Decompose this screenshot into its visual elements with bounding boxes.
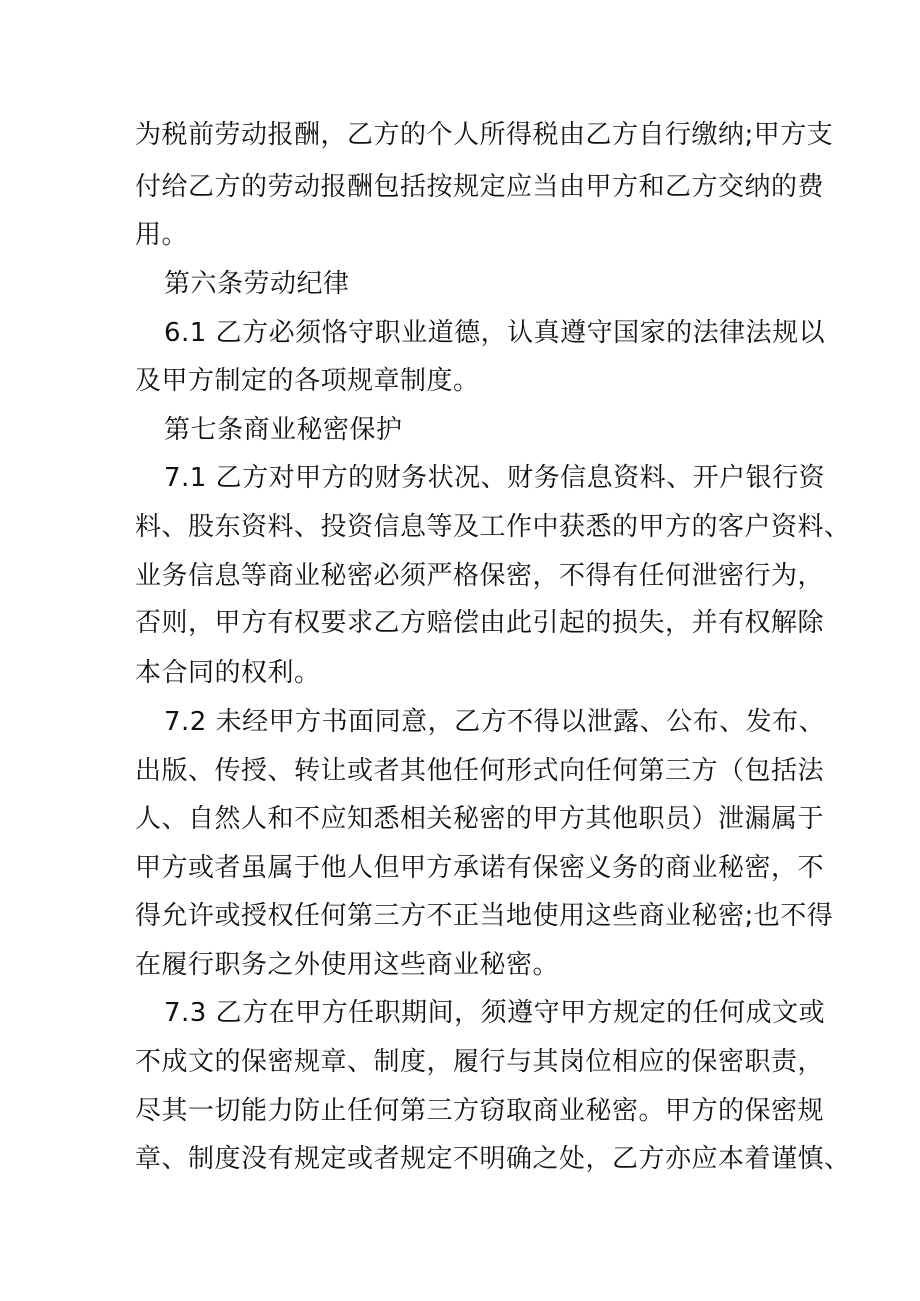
text-line: 料、股东资料、投资信息等及工作中获悉的甲方的客户资料、 (135, 512, 851, 542)
text-line: 否则，甲方有权要求乙方赔偿由此引起的损失，并有权解除 (135, 608, 825, 638)
text-line: 人、自然人和不应知悉相关秘密的甲方其他职员）泄漏属于 (135, 804, 825, 834)
text-line: 7.2 未经甲方书面同意，乙方不得以泄露、公布、发布、 (164, 707, 826, 737)
section-heading-6: 第六条劳动纪律 (164, 269, 350, 299)
text-line: 在履行职务之外使用这些商业秘密。 (135, 950, 560, 980)
text-line: 出版、传授、转让或者其他任何形式向任何第三方（包括法 (135, 756, 825, 786)
text-line: 本合同的权利。 (135, 658, 321, 688)
text-line: 业务信息等商业秘密必须严格保密，不得有任何泄密行为， (135, 561, 825, 591)
text-line: 不成文的保密规章、制度，履行与其岗位相应的保密职责， (135, 1047, 825, 1077)
text-line: 章、制度没有规定或者规定不明确之处，乙方亦应本着谨慎、 (135, 1144, 851, 1174)
section-heading-7: 第七条商业秘密保护 (164, 415, 403, 445)
text-line: 付给乙方的劳动报酬包括按规定应当由甲方和乙方交纳的费 (135, 172, 825, 202)
text-line: 7.3 乙方在甲方任职期间，须遵守甲方规定的任何成文或 (164, 998, 826, 1028)
text-line: 尽其一切能力防止任何第三方窃取商业秘密。甲方的保密规 (135, 1096, 825, 1126)
text-line: 得允许或授权任何第三方不正当地使用这些商业秘密;也不得 (135, 901, 834, 931)
text-line: 7.1 乙方对甲方的财务状况、财务信息资料、开户银行资 (164, 463, 826, 493)
text-line: 用。 (135, 220, 189, 250)
text-line: 6.1 乙方必须恪守职业道德，认真遵守国家的法律法规以 (164, 318, 826, 348)
text-line: 及甲方制定的各项规章制度。 (135, 366, 480, 396)
text-line: 甲方或者虽属于他人但甲方承诺有保密义务的商业秘密，不 (135, 853, 825, 883)
text-line: 为税前劳动报酬，乙方的个人所得税由乙方自行缴纳;甲方支 (135, 120, 834, 150)
